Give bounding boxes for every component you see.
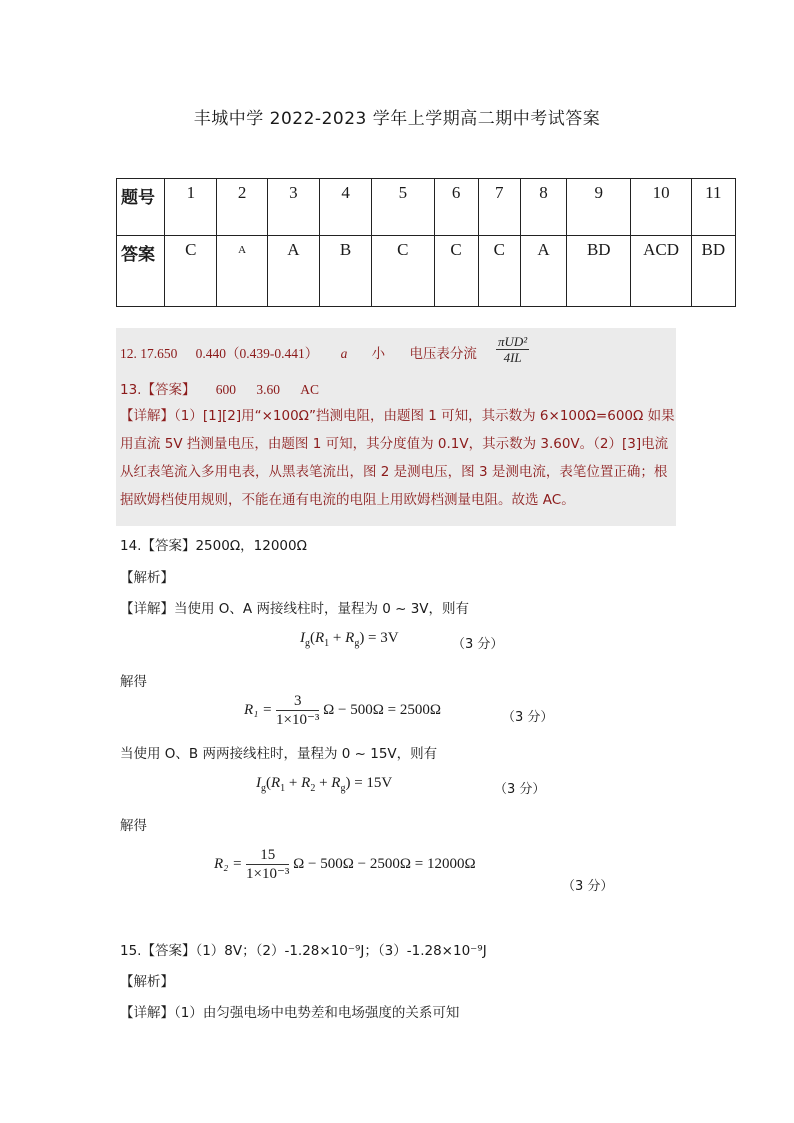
- q15-detail: 【详解】（1）由匀强电场中电势差和电场强度的关系可知: [120, 1005, 460, 1021]
- q14-points-3: （3 分）: [494, 782, 546, 797]
- answer-table: [116, 178, 736, 307]
- answer-cell: A: [267, 236, 319, 307]
- q13-value-1: 600: [215, 382, 237, 397]
- q12-fraction: [496, 334, 529, 365]
- question-number: 10: [631, 179, 691, 236]
- q14-detail-2: 当使用 O、B 两两接线柱时，量程为 0 ~ 15V，则有: [120, 746, 438, 762]
- q12-value-4: 小: [371, 346, 386, 362]
- q14-equation-2: [244, 692, 441, 729]
- answer-cell: C: [372, 236, 434, 307]
- answer-cell: C: [165, 236, 217, 307]
- q15-analysis-heading: 【解析】: [120, 974, 174, 990]
- q14-answer: 14.【答案】2500Ω，12000Ω: [120, 538, 307, 554]
- answer-cell: C: [478, 236, 520, 307]
- question-number: 6: [434, 179, 478, 236]
- question-number: 2: [217, 179, 267, 236]
- q14-equation-3: $I_g(R_1 + R_2 + R_g) = 15V$: [256, 775, 393, 794]
- question-number: 11: [691, 179, 735, 236]
- q14-eq4-rhs: Ω − 500Ω − 2500Ω = 12000Ω: [293, 856, 476, 872]
- q13-answer: [120, 378, 319, 398]
- row-label-question-number: 题号: [117, 179, 165, 236]
- q13-value-2: 3.60: [256, 382, 280, 397]
- q12-value-3: a: [340, 346, 348, 361]
- q12-fraction-denominator: 4IL: [503, 350, 522, 365]
- q13-detail: 【详解】（1）[1][2]用“×100Ω”挡测电阻，由题图 1 可知，其示数为 6×100Ω=600Ω 如果用直流 5V 挡测量电压，由题图 1 可知，其分度值为 0.1V，其示数为 3.60V。（2）[3]电流从红表笔流入多用电表，从黑表笔流出，图 2 是测电压，图 3 是测电流，表笔位置正确；根据欧姆档使用规则，不能在通有电流的电阻上用欧姆档测量电阻。故选 AC。: [120, 408, 675, 508]
- row-label-answer: 答案: [117, 236, 165, 307]
- q14-equation-1: $I_g(R_1 + R_g) = 3V$: [300, 630, 399, 649]
- q15-answer: 15.【答案】（1）8V；（2）-1.28×10⁻⁹J；（3）-1.28×10⁻⁹J: [120, 943, 487, 959]
- q14-solve-1: 解得: [120, 674, 147, 690]
- q14-eq4-denominator: 1×10⁻³: [246, 866, 290, 882]
- answer-cell: A: [217, 236, 267, 307]
- q14-eq4-numerator: 15: [246, 846, 289, 865]
- q14-detail-1: 【详解】当使用 O、A 两接线柱时，量程为 0 ~ 3V，则有: [120, 601, 470, 617]
- answer-cell: ACD: [631, 236, 691, 307]
- page-title: 丰城中学 2022-2023 学年上学期高二期中考试答案: [193, 109, 601, 129]
- q14-equation-4: [214, 846, 476, 883]
- q14-eq4-lhs: R₂ =: [214, 856, 243, 872]
- q14-eq2-rhs: Ω − 500Ω = 2500Ω: [323, 702, 441, 718]
- q12-answer: [120, 342, 477, 362]
- q12-value-5: 电压表分流: [409, 346, 477, 362]
- answer-cell: BD: [567, 236, 631, 307]
- question-number: 4: [319, 179, 371, 236]
- q14-points-1: （3 分）: [452, 637, 504, 652]
- q13-value-3: AC: [300, 382, 320, 397]
- q14-points-2: （3 分）: [502, 710, 554, 725]
- q13-lead: 13.【答案】: [120, 382, 196, 398]
- table-row-numbers: [117, 179, 736, 236]
- q12-lead: 12. 17.650: [120, 346, 178, 361]
- answer-cell: C: [434, 236, 478, 307]
- question-number: 5: [372, 179, 434, 236]
- table-row-answers: [117, 236, 736, 307]
- q12-fraction-numerator: πUD²: [498, 334, 528, 349]
- q14-analysis-heading: 【解析】: [120, 570, 174, 586]
- answer-cell: B: [319, 236, 371, 307]
- question-number: 7: [478, 179, 520, 236]
- question-number: 8: [520, 179, 566, 236]
- answer-cell: BD: [691, 236, 735, 307]
- q14-eq2-lhs: R₁ =: [244, 702, 273, 718]
- question-number: 3: [267, 179, 319, 236]
- q14-points-4: （3 分）: [562, 879, 614, 894]
- question-number: 1: [165, 179, 217, 236]
- answer-cell: A: [520, 236, 566, 307]
- q12-value-2: 0.440（0.439-0.441）: [195, 346, 319, 361]
- q14-solve-2: 解得: [120, 818, 147, 834]
- q14-eq2-denominator: 1×10⁻³: [276, 712, 320, 728]
- q14-eq2-numerator: 3: [276, 692, 319, 711]
- question-number: 9: [567, 179, 631, 236]
